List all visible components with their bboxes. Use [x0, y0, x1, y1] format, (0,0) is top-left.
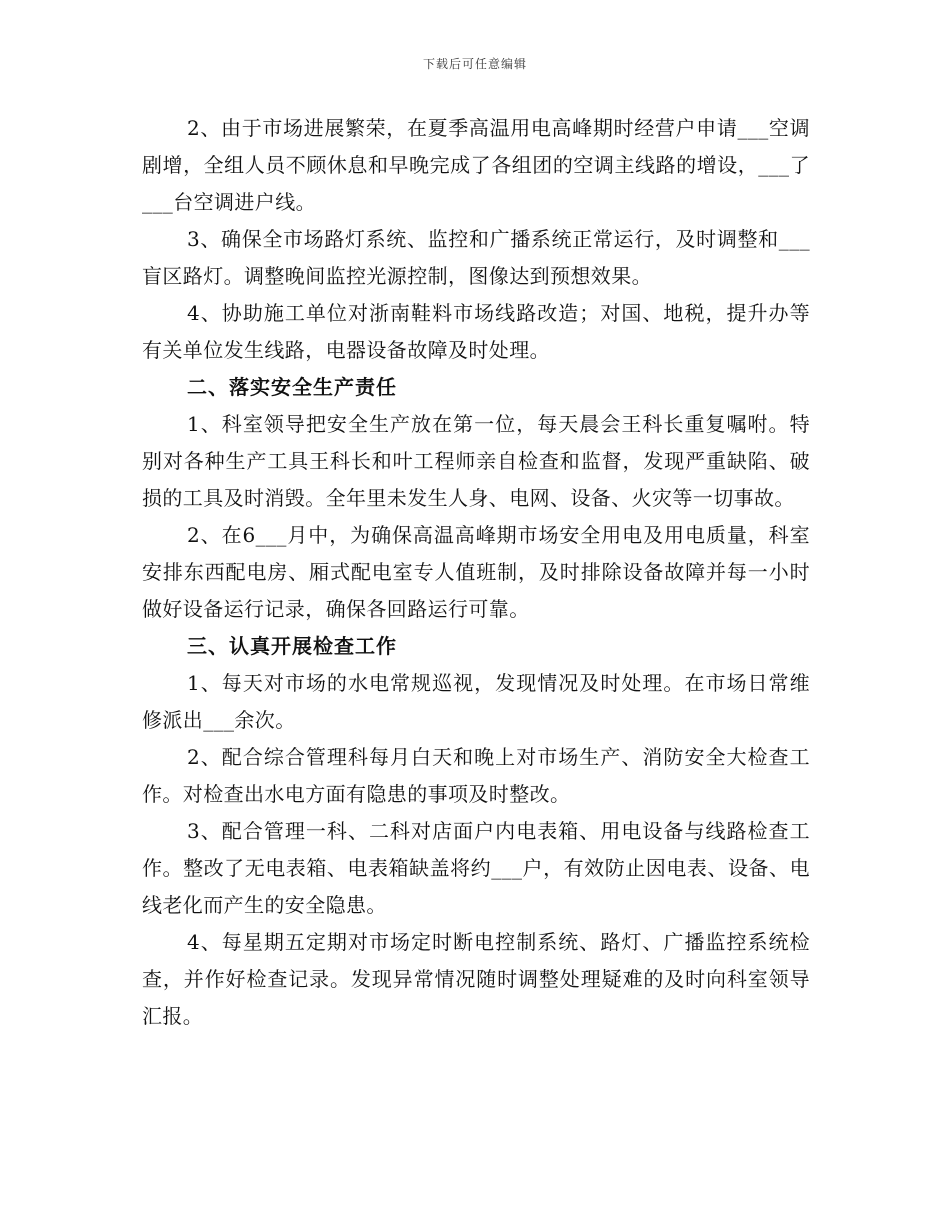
- paragraph-1-daily-patrol: 1、每天对市场的水电常规巡视，发现情况及时处理。在市场日常维修派出___余次。: [142, 671, 810, 732]
- paragraph-3-street-lights: 3、确保全市场路灯系统、监控和广播系统正常运行，及时调整和___盲区路灯。调整晚间监控光源控制，图像达到预想效果。: [142, 227, 810, 288]
- paragraph-4-line-renovation: 4、协助施工单位对浙南鞋料市场线路改造；对国、地税，提升办等有关单位发生线路，电器设备故障及时处理。: [142, 301, 810, 362]
- paragraph-2-duty-shifts: 2、在6___月中，为确保高温高峰期市场安全用电及用电质量，科室安排东西配电房、厢式配电室专人值班制，及时排除设备故障并每一小时做好设备运行记录，确保各回路运行可靠。: [142, 523, 810, 621]
- paragraph-2-monthly-check: 2、配合综合管理科每月白天和晚上对市场生产、消防安全大检查工作。对检查出水电方面有隐患的事项及时整改。: [142, 745, 810, 806]
- section-heading-inspection: 三、认真开展检查工作: [187, 634, 397, 658]
- page-header-note: 下载后可任意编辑: [422, 57, 527, 71]
- paragraph-2-market-aircon: 2、由于市场进展繁荣，在夏季高温用电高峰期时经营户申请___空调剧增，全组人员不顾休息和早晚完成了各组团的空调主线路的增设，___了___台空调进户线。: [142, 116, 810, 214]
- paragraph-3-meter-box: 3、配合管理一科、二科对店面户内电表箱、用电设备与线路检查工作。整改了无电表箱、电表箱缺盖将约___户，有效防止因电表、设备、电线老化而产生的安全隐患。: [142, 819, 810, 917]
- paragraph-4-weekly-check: 4、每星期五定期对市场定时断电控制系统、路灯、广播监控系统检查，并作好检查记录。发现异常情况随时调整处理疑难的及时向科室领导汇报。: [142, 930, 810, 1028]
- document-body: [142, 110, 810, 1035]
- section-heading-safety: 二、落实安全生产责任: [187, 375, 397, 399]
- paragraph-1-safety-first: 1、科室领导把安全生产放在第一位，每天晨会王科长重复嘱咐。特别对各种生产工具王科长和叶工程师亲自检查和监督，发现严重缺陷、破损的工具及时消毁。全年里未发生人身、电网、设备、火灾等一切事故。: [142, 412, 810, 510]
